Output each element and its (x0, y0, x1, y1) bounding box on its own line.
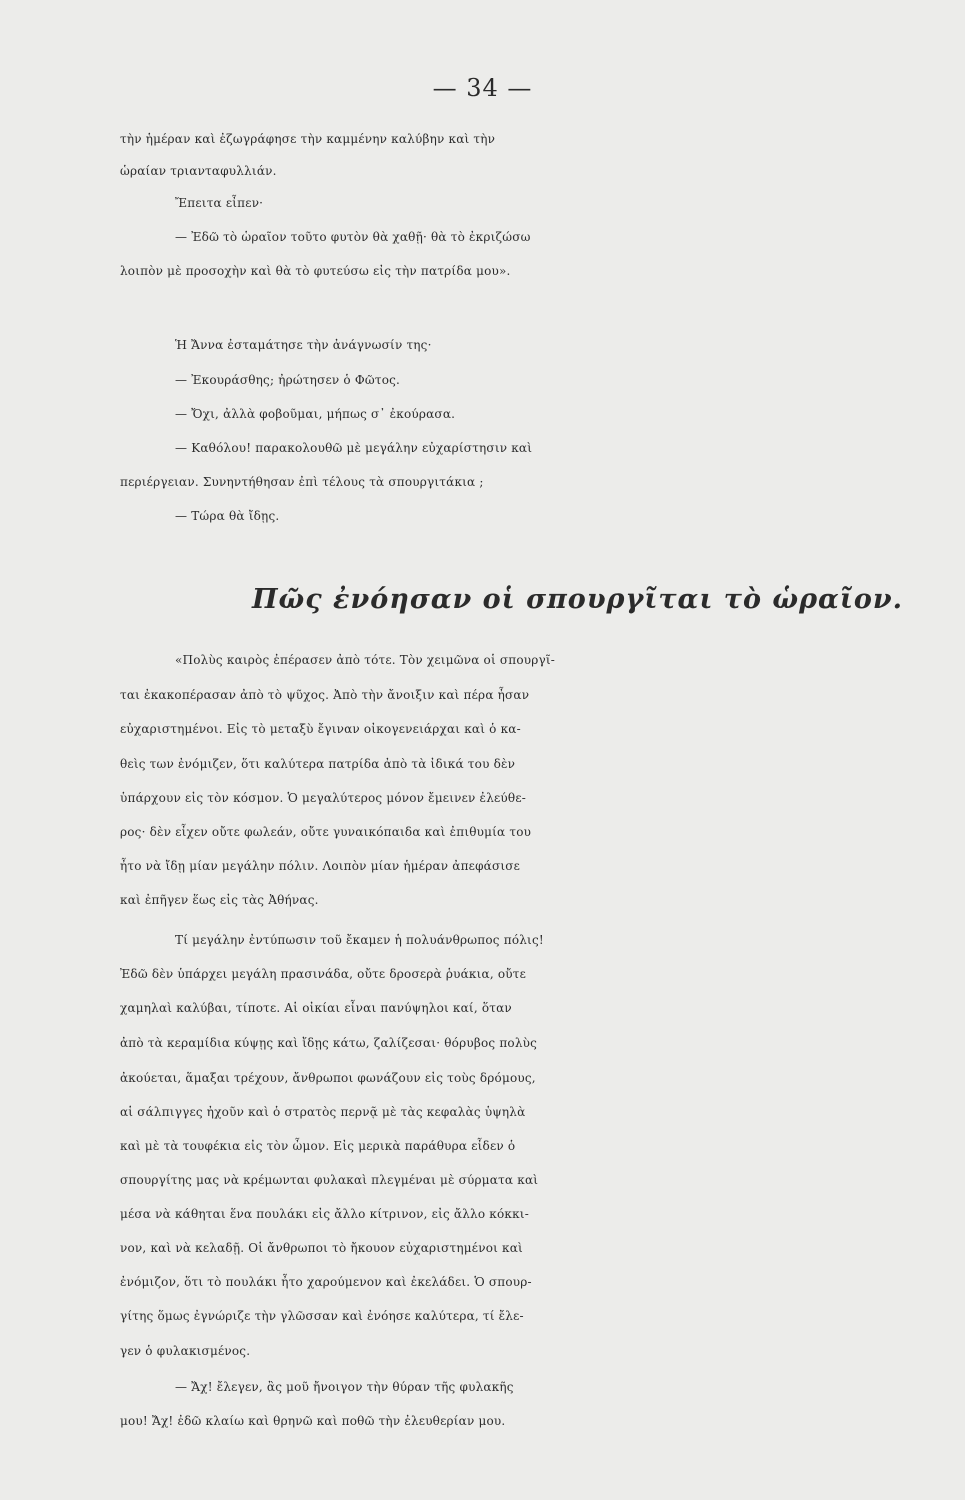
text-line: ὡραίαν τριανταφυλλιάν. (120, 164, 277, 178)
text-line: ὑπάρχουν εἰς τὸν κόσμον. Ὁ μεγαλύτερος μόνον ἔμεινεν ἐλεύθε- (120, 791, 527, 805)
text-line: Ἡ Ἄννα ἐσταμάτησε τὴν ἀνάγνωσίν της· (175, 338, 432, 352)
text-line: εὐχαριστημένοι. Εἰς τὸ μεταξὺ ἔγιναν οἰκογενειάρχαι καὶ ὁ κα- (120, 722, 521, 736)
text-line: — Τώρα θὰ ἴδῃς. (175, 509, 280, 523)
text-line: λοιπὸν μὲ προσοχὴν καὶ θὰ τὸ φυτεύσω εἰς τὴν πατρίδα μου». (120, 264, 511, 278)
text-line: — Ἐκουράσθης; ἠρώτησεν ὁ Φῶτος. (175, 373, 401, 387)
text-line: θεὶς των ἐνόμιζεν, ὅτι καλύτερα πατρίδα ἀπὸ τὰ ἰδικά του δὲν (120, 757, 516, 771)
page-number: — 34 — (432, 74, 533, 102)
text-line: Ἔπειτα εἶπεν· (175, 196, 264, 210)
text-line: μέσα νὰ κάθηται ἕνα πουλάκι εἰς ἄλλο κίτρινον, εἰς ἄλλο κόκκι- (120, 1207, 529, 1221)
text-line: καὶ ἐπῆγεν ἕως εἰς τὰς Ἀθήνας. (120, 893, 319, 907)
text-line: ἦτο νὰ ἴδῃ μίαν μεγάλην πόλιν. Λοιπὸν μίαν ἡμέραν ἀπεφάσισε (120, 859, 521, 873)
text-line: αἱ σάλπιγγες ἠχοῦν καὶ ὁ στρατὸς περνᾷ μὲ τὰς κεφαλὰς ὑψηλὰ (120, 1105, 526, 1119)
text-line: νον, καὶ νὰ κελαδῇ. Οἱ ἄνθρωποι τὸ ἤκουον εὐχαριστημένοι καὶ (120, 1241, 523, 1255)
text-line: Τί μεγάλην ἐντύπωσιν τοῦ ἔκαμεν ἡ πολυάνθρωπος πόλις! (175, 933, 544, 947)
section-title: Πῶς ἐνόησαν οἱ σπουργῖται τὸ ὡραῖον. (252, 584, 904, 615)
text-line: γίτης ὅμως ἐγνώριζε τὴν γλῶσσαν καὶ ἐνόησε καλύτερα, τί ἔλε- (120, 1309, 524, 1323)
text-line: καὶ μὲ τὰ τουφέκια εἰς τὸν ὦμον. Εἰς μερικὰ παράθυρα εἶδεν ὁ (120, 1139, 516, 1153)
text-line: — Καθόλου! παρακολουθῶ μὲ μεγάλην εὐχαρίστησιν καὶ (175, 441, 533, 455)
text-line: — Ἐδῶ τὸ ὡραῖον τοῦτο φυτὸν θὰ χαθῇ· θὰ τὸ ἐκριζώσω (175, 230, 531, 244)
text-line: Ἐδῶ δὲν ὑπάρχει μεγάλη πρασινάδα, οὔτε δροσερὰ ῥυάκια, οὔτε (120, 967, 527, 981)
text-line: — Ὄχι, ἀλλὰ φοβοῦμαι, μήπως σ᾽ ἐκούρασα. (175, 407, 456, 421)
text-line: «Πολὺς καιρὸς ἐπέρασεν ἀπὸ τότε. Τὸν χειμῶνα οἱ σπουργῖ- (175, 653, 556, 667)
text-line: — Ἄχ! ἔλεγεν, ἂς μοῦ ἤνοιγον τὴν θύραν τῆς φυλακῆς (175, 1380, 514, 1394)
text-line: ται ἐκακοπέρασαν ἀπὸ τὸ ψῦχος. Ἀπὸ τὴν ἄνοιξιν καὶ πέρα ἦσαν (120, 688, 530, 702)
text-line: μου! Ἄχ! ἐδῶ κλαίω καὶ θρηνῶ καὶ ποθῶ τὴν ἐλευθερίαν μου. (120, 1414, 506, 1428)
text-line: περιέργειαν. Συνηντήθησαν ἐπὶ τέλους τὰ σπουργιτάκια ; (120, 475, 484, 489)
text-line: ρος· δὲν εἶχεν οὔτε φωλεάν, οὔτε γυναικόπαιδα καὶ ἐπιθυμία του (120, 825, 532, 839)
text-line: ἀκούεται, ἅμαξαι τρέχουν, ἄνθρωποι φωνάζουν εἰς τοὺς δρόμους, (120, 1071, 536, 1085)
text-line: ἐνόμιζον, ὅτι τὸ πουλάκι ἦτο χαρούμενον καὶ ἐκελάδει. Ὁ σπουρ- (120, 1275, 532, 1289)
text-line: χαμηλαὶ καλύβαι, τίποτε. Αἱ οἰκίαι εἶναι πανύψηλοι καί, ὅταν (120, 1001, 512, 1015)
text-line: γεν ὁ φυλακισμένος. (120, 1344, 251, 1358)
text-line: ἀπὸ τὰ κεραμίδια κύψῃς καὶ ἴδῃς κάτω, ζαλίζεσαι· θόρυβος πολὺς (120, 1036, 538, 1050)
text-line: τὴν ἡμέραν καὶ ἐζωγράφησε τὴν καμμένην καλύβην καὶ τὴν (120, 132, 496, 146)
text-line: σπουργίτης μας νὰ κρέμωνται φυλακαὶ πλεγμέναι μὲ σύρματα καὶ (120, 1173, 539, 1187)
